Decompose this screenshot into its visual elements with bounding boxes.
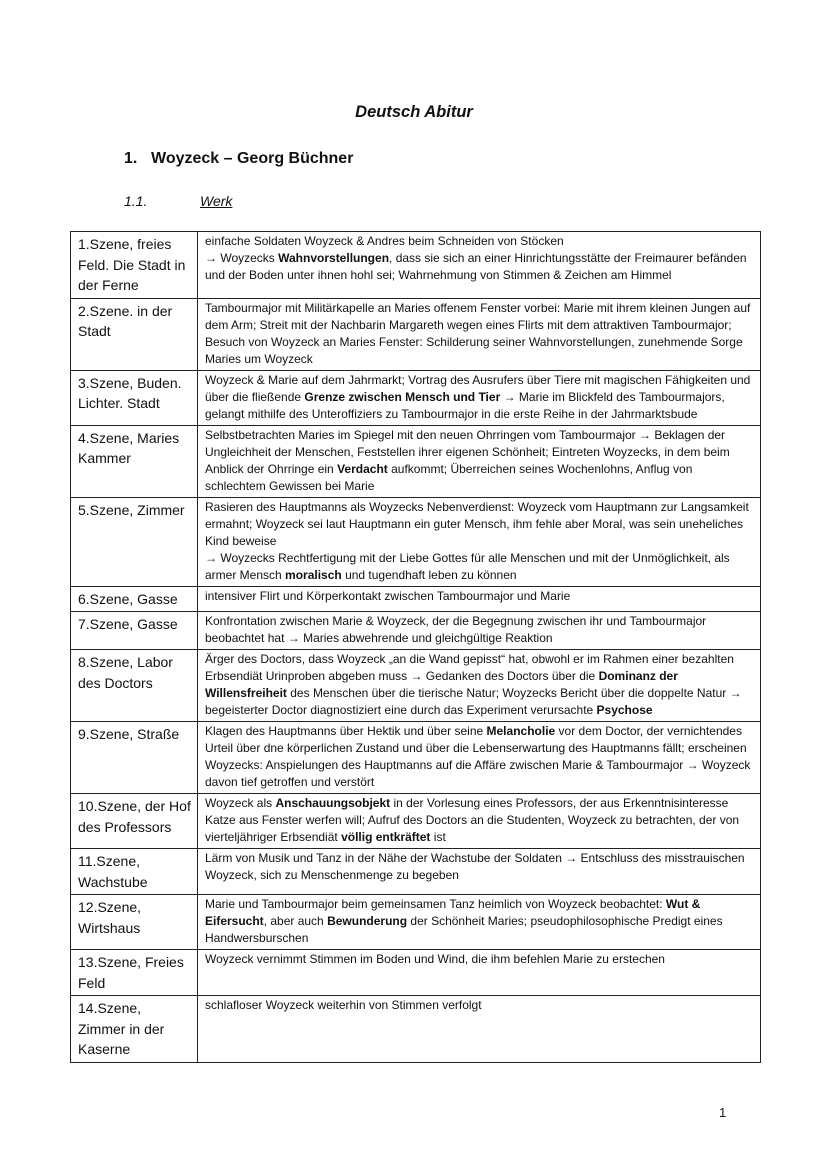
text-segment: ist (430, 830, 446, 844)
bold-text: Verdacht (337, 461, 388, 476)
table-row (71, 996, 761, 1063)
description-cell (198, 232, 761, 299)
text-segment: Woyzeck vernimmt Stimmen im Boden und Wind, die ihm befehlen Marie zu erstechen (205, 952, 665, 966)
scene-cell: 3.Szene, Buden. Lichter. Stadt (71, 370, 198, 425)
text-segment: Klagen des Hauptmanns über Hektik und über seine (205, 724, 487, 738)
scene-cell: 8.Szene, Labor des Doctors (71, 650, 198, 722)
text-segment: und tugendhaft leben zu können (341, 567, 517, 582)
text-segment: des Menschen über die tierische Natur; Woyzecks Bericht über die doppelte Natur → begeisterter Doctor diagnostiziert eine durch das Experiment verursachte (205, 686, 742, 717)
scene-cell: 7.Szene, Gasse (71, 612, 198, 650)
bold-text: Grenze zwischen Mensch und Tier → (304, 389, 516, 404)
table-row (71, 849, 761, 895)
bold-text: Bewunderung (327, 914, 408, 928)
table-row (71, 232, 761, 299)
description-cell (198, 425, 761, 497)
bold-text: Dominanz der Willensfreiheit (205, 669, 678, 700)
bold-text: Melancholie (486, 724, 556, 738)
text-segment: Marie im Blickfeld des Tambourmajors, gelangt mithilfe des Unteroffiziers zu Tambourmajor in die erste Reihe in der Jahrmarktsbude (205, 389, 725, 421)
scene-cell: 4.Szene, Maries Kammer (71, 425, 198, 497)
table-row (71, 497, 761, 586)
text-segment: → Woyzecks Rechtfertigung mit der Liebe Gottes für alle Menschen und mit der Unmöglichkeit, als armer Mensch (205, 550, 730, 582)
scene-cell: 6.Szene, Gasse (71, 586, 198, 612)
description-cell (198, 586, 761, 612)
text-segment: Woyzeck & Marie auf dem Jahrmarkt; Vortrag des Ausrufers über Tiere mit magischen Fähigkeiten und über die fließende (205, 372, 751, 404)
text-segment: Rasieren des Hauptmanns als Woyzecks Nebenverdienst: Woyzeck vom Hauptmann zur Langsamkeit ermahnt; Woyzeck sei laut Hauptmann ein guter Mensch, ihm fehle aber Moral, was sein uneheliches Kind beweise (205, 499, 749, 548)
description-cell (198, 722, 761, 794)
text-segment: einfache Soldaten Woyzeck & Andres beim Schneiden von Stöcken (205, 234, 564, 248)
scene-cell: 9.Szene, Straße (71, 722, 198, 794)
description-cell (198, 298, 761, 370)
subsection-title: Werk (200, 193, 233, 209)
section-heading (124, 150, 353, 168)
subsection-number: 1.1. (124, 193, 148, 209)
section-number: 1. (124, 150, 138, 167)
bold-text: Wut & Eifersucht (205, 897, 701, 928)
table-row (71, 794, 761, 849)
scene-cell: 1.Szene, freies Feld. Die Stadt in der Ferne (71, 232, 198, 299)
table-row (71, 586, 761, 612)
description-cell (198, 794, 761, 849)
text-segment: Konfrontation zwischen Marie & Woyzeck, der die Begegnung zwischen ihr und Tambourmajor beobachtet hat → Maries abwehrende und gleichgültige Reaktion (205, 614, 707, 645)
text-segment: aufkommt; Überreichen seines Wochenlohns, Anflug von schlechtem Gewissen bei Marie (205, 461, 693, 493)
text-segment: vor dem Doctor, der vernichtendes Urteil über dne körperlichen Zustand und über die Lebenserwartung des Hauptmanns fällt; erscheinen Woyzecks: Anspielungen des Hauptmanns auf die Affäre zwischen Marie & Tambourmajor → Woyzeck davon tief getroffen und verstört (205, 724, 751, 789)
section-title: Woyzeck – Georg Büchner (151, 150, 354, 167)
text-segment: Marie und Tambourmajor beim gemeinsamen Tanz heimlich von Woyzeck beobachtet: (205, 897, 666, 911)
description-cell (198, 497, 761, 586)
table-row (71, 612, 761, 650)
table-row (71, 722, 761, 794)
scene-cell: 11.Szene, Wachstube (71, 849, 198, 895)
text-segment: Woyzeck als (205, 796, 276, 810)
bold-text: Anschauungsobjekt (275, 796, 391, 810)
description-cell (198, 370, 761, 425)
text-segment: Ärger des Doctors, dass Woyzeck „an die Wand gepisst“ hat, obwohl er im Rahmen einer bezahlten Erbsendiät Urinproben abgeben muss → Gedanken des Doctors über die (205, 652, 734, 683)
table-row (71, 298, 761, 370)
scene-cell: 14.Szene, Zimmer in der Kaserne (71, 996, 198, 1063)
text-segment: der Schönheit Maries; pseudophilosophische Predigt eines Handwersburschen (205, 914, 723, 945)
text-segment: intensiver Flirt und Körperkontakt zwischen Tambourmajor und Marie (205, 588, 571, 603)
text-segment: Lärm von Musik und Tanz in der Nähe der Wachstube der Soldaten → Entschluss des misstrauischen Woyzeck, sich zu Menschenmenge zu begeben (205, 851, 745, 882)
page-number: 1 (719, 1105, 727, 1120)
text-segment: → Woyzecks (205, 251, 279, 265)
scene-cell: 10.Szene, der Hof des Professors (71, 794, 198, 849)
text-segment: schlafloser Woyzeck weiterhin von Stimmen verfolgt (205, 998, 482, 1012)
scene-cell: 12.Szene, Wirtshaus (71, 895, 198, 950)
scene-table-body (71, 232, 761, 1063)
table-row (71, 895, 761, 950)
table-row (71, 950, 761, 996)
text-segment: in der Vorlesung eines Professors, der aus Erkenntnisinteresse Katze aus Fenster werfen will; Aufruf des Doctors an die Studenten, Woyzeck zu betrachten, der von vierteljähriger Erbsendiät (205, 796, 740, 844)
bold-text: völlig entkräftet (341, 830, 431, 844)
bold-text: moralisch (285, 567, 342, 582)
text-segment: , aber auch (263, 914, 328, 928)
description-cell (198, 895, 761, 950)
scene-table (70, 231, 761, 1063)
description-cell (198, 650, 761, 722)
bold-text: Wahnvorstellungen (278, 251, 390, 265)
text-segment: Selbstbetrachten Maries im Spiegel mit den neuen Ohrringen vom Tambourmajor → Beklagen der Ungleichheit der Menschen, Feststellen ihrer eigenen Schönheit; Eintreten Woyzecks, in dem beim Anblick der Ohrringe ein (205, 427, 730, 476)
description-cell (198, 612, 761, 650)
text-segment: Tambourmajor mit Militärkapelle an Maries offenem Fenster vorbei: Marie mit ihrem kleinen Jungen auf dem Arm; Streit mit der Nachbarin Margareth wegen eines Flirts mit dem attraktiven Tambourmajor; Besuch von Woyzeck an Maries Fenster: Schilderung seiner Wahnvorstellungen, zunehmende Sorge Maries um Woyzeck (205, 300, 751, 366)
description-cell (198, 849, 761, 895)
scene-cell: 13.Szene, Freies Feld (71, 950, 198, 996)
description-cell (198, 996, 761, 1063)
description-cell (198, 950, 761, 996)
scene-cell: 5.Szene, Zimmer (71, 497, 198, 586)
bold-text: Psychose (596, 703, 653, 717)
table-row (71, 650, 761, 722)
table-row (71, 370, 761, 425)
page-title: Deutsch Abitur (355, 103, 473, 121)
scene-cell: 2.Szene. in der Stadt (71, 298, 198, 370)
table-row (71, 425, 761, 497)
text-segment: , dass sie sich an einer Hinrichtungsstätte der Freimaurer befänden und der Boden unter ihnen hohl sei; Wahrnehmung von Stimmen & Zeichen am Himmel (205, 251, 747, 282)
subsection-heading (124, 193, 232, 209)
